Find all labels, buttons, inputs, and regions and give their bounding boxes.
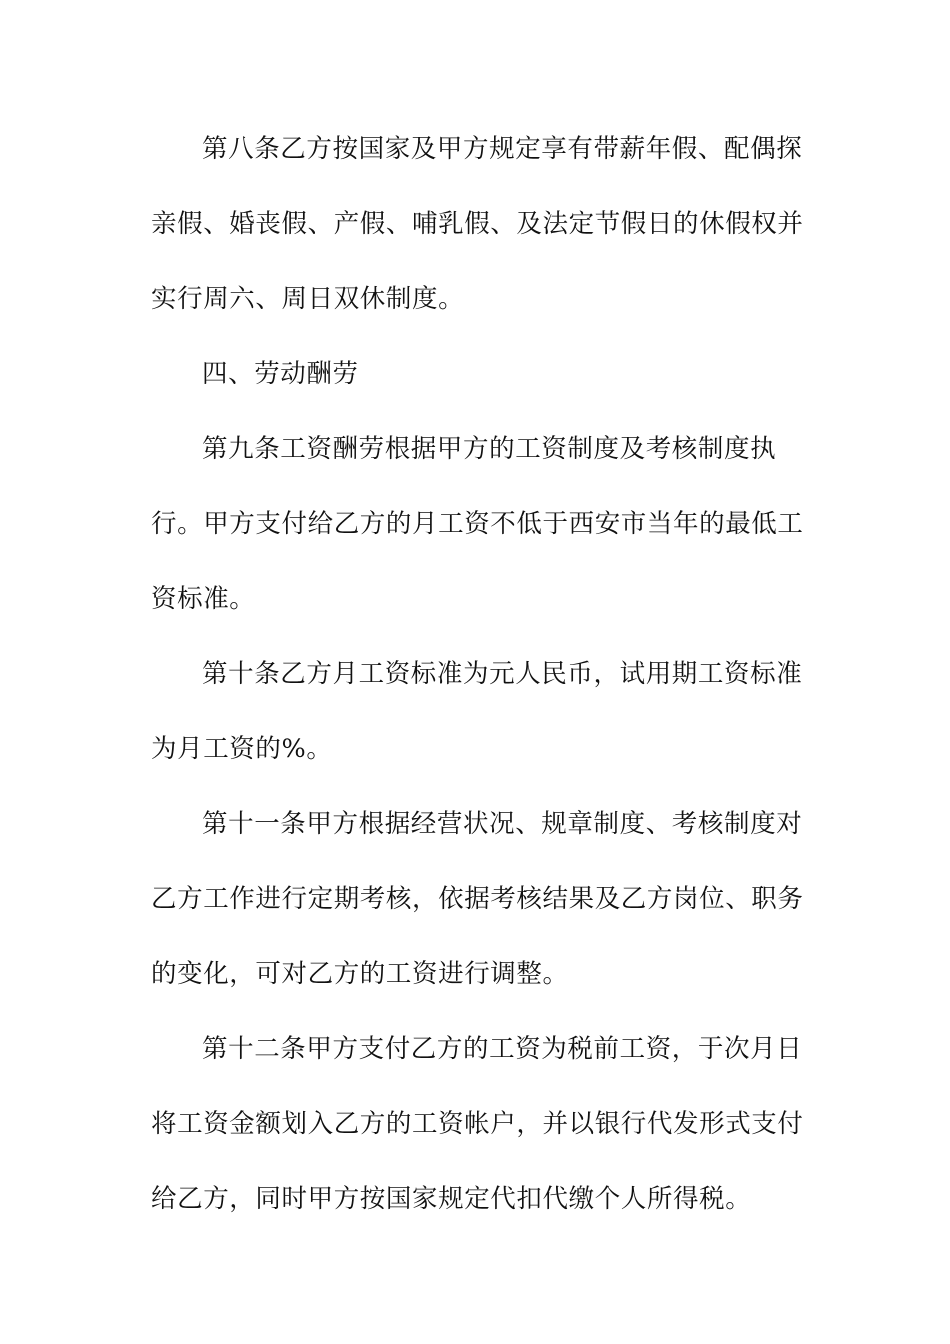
text-line: 乙方工作进行定期考核，依据考核结果及乙方岗位、职务 [151, 884, 804, 914]
paragraph-article-12 [151, 1012, 804, 1237]
text-line: 将工资金额划入乙方的工资帐户，并以银行代发形式支付 [151, 1109, 804, 1139]
text-line: 第十一条甲方根据经营状况、规章制度、考核制度对 [202, 809, 803, 839]
text-line: 第九条工资酬劳根据甲方的工资制度及考核制度执 [202, 434, 777, 464]
text-line: 资标准。 [151, 584, 256, 614]
document-body [151, 112, 804, 1237]
paragraph-article-8 [151, 112, 804, 337]
text-line: 第八条乙方按国家及甲方规定享有带薪年假、配偶探 [202, 134, 803, 164]
text-line: 亲假、婚丧假、产假、哺乳假、及法定节假日的休假权并 [151, 209, 804, 239]
text-line: 行。甲方支付给乙方的月工资不低于西安市当年的最低工 [151, 509, 804, 539]
text-line: 第十二条甲方支付乙方的工资为税前工资，于次月日 [202, 1034, 803, 1064]
text-line: 给乙方，同时甲方按国家规定代扣代缴个人所得税。 [151, 1184, 752, 1214]
text-line: 实行周六、周日双休制度。 [151, 284, 465, 314]
text-line: 为月工资的%。 [151, 734, 333, 764]
paragraph-article-9 [151, 412, 804, 637]
text-line: 的变化，可对乙方的工资进行调整。 [151, 959, 569, 989]
text-line: 第十条乙方月工资标准为元人民币，试用期工资标准 [202, 659, 803, 689]
section-heading-labor-remuneration [151, 337, 791, 412]
paragraph-article-10 [151, 637, 803, 787]
heading-line: 四、劳动酬劳 [202, 359, 359, 389]
paragraph-article-11 [151, 787, 804, 1012]
